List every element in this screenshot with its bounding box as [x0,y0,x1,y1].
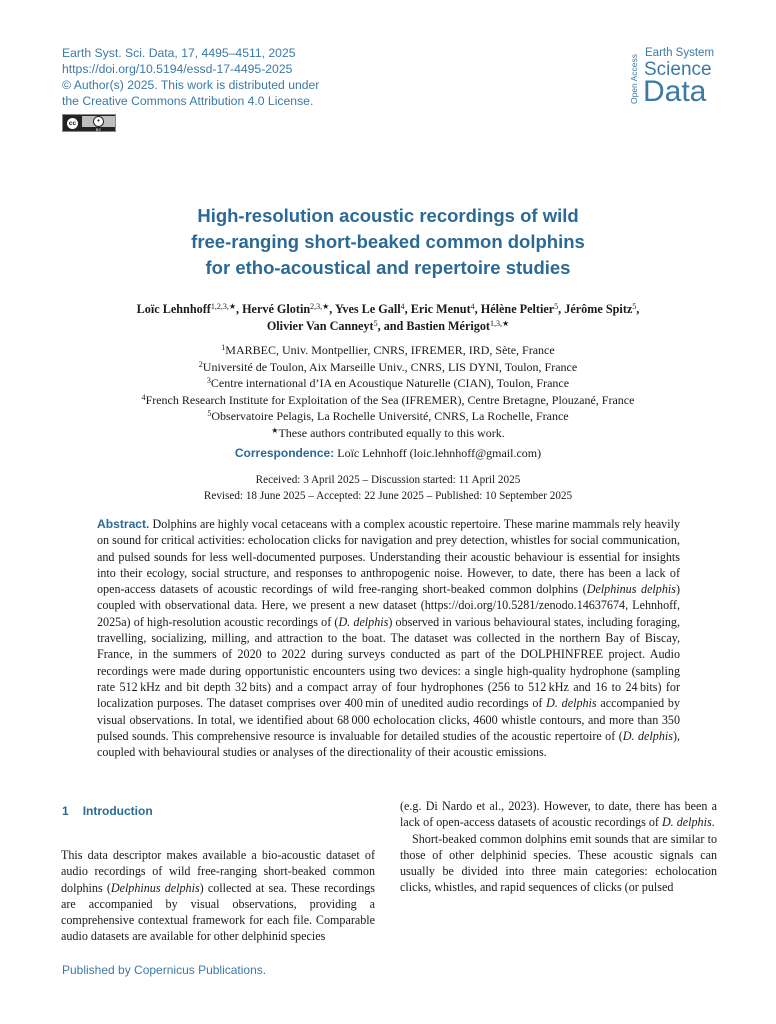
correspondence [0,446,776,461]
affiliation-number: 2 [198,359,203,369]
species-name: D. delphis [338,614,389,629]
author-name: Bastien Mérigot [406,319,490,333]
separator: , [474,302,481,316]
affiliation-text: Observatoire Pelagis, La Rochelle Université, CNRS, La Rochelle, France [211,409,569,424]
author-affiliation-marks: 5 [632,302,637,311]
citation: Earth Syst. Sci. Data, 17, 4495–4511, 2025 [62,46,296,60]
license-link[interactable]: the Creative Commons Attribution 4.0 License. [62,94,314,108]
paper-title [0,203,776,281]
section-title: Introduction [82,804,153,818]
separator: , [404,302,411,316]
title-line: free-ranging short-beaked common dolphins [191,231,585,252]
body-text: This data descriptor makes available a bio-acoustic dataset of audio recordings of wild free-ranging short-beaked common dolphins ( [61,848,375,895]
affiliation-number: 4 [141,392,146,402]
abstract-text: ), coupled with behavioural studies or analyses of the directionality of their acoustic emissions. [97,728,680,760]
copyright: © Author(s) 2025. This work is distributed under [62,78,320,92]
logo-line-3: Data [643,75,707,108]
attribution-person-icon: • [93,116,104,127]
separator: , [558,302,565,316]
author-affiliation-marks: 4 [400,302,405,311]
correspondence-text[interactable]: Loïc Lehnhoff (loic.lehnhoff@gmail.com) [337,446,542,460]
affiliation [0,342,776,359]
affiliation-text: Université de Toulon, Aix Marseille Univ., CNRS, LIS DYNI, Toulon, France [202,359,578,374]
dates-line-1: Received: 3 April 2025 – Discussion started: 11 April 2025 [255,474,521,486]
author-affiliation-marks: 5 [554,302,559,311]
affiliation-text: These authors contributed equally to this work. [278,425,505,440]
abstract-text: ) observed in various behavioural states, including foraging, travelling, socializing, milling, and attraction to the boat. The dataset was collected in the northern Bay of Biscay, France, in the summers of 2020 to 2022 during surveys conducted as part of the DOLPHINFREE project. Audio recordings were made during opportunistic encounters using two devices: a single high-quality hydrophone (sampling rate 512 kHz and bit depth 32 bits) and a compact array of four hydrophones (256 to 512 kHz and 16 to 24 bits) for localization purposes. The dataset comprises over 400 min of unedited audio recordings of [97,614,681,711]
affiliation-list [0,342,776,442]
cc-symbol: cc [66,117,79,130]
body-text: Short-beaked common dolphins emit sounds that are similar to those of other delphinid species. These acoustic signals can usually be divided into three main categories: echolocation clicks, whistles, and rapid sequences of clicks (or pulsed [400,831,717,895]
author-name: Jérôme Spitz [564,302,633,316]
affiliation [0,375,776,392]
abstract-text: ) coupled with observational data. Here, we present a new dataset (https://doi.org/10.5281/zenodo.14637674, Lehnhoff, 2025a) of high-resolution acoustic recordings of ( [97,582,680,629]
author-name: Hervé Glotin [242,302,311,316]
doi-link[interactable]: https://doi.org/10.5194/essd-17-4495-2025 [62,62,293,76]
star-icon: ★ [271,425,279,435]
species-name: D. delphis [622,728,673,743]
separator: , [235,302,243,316]
affiliation-number: 1 [221,343,226,352]
equal-contribution-note [0,425,776,442]
title-line: High-resolution acoustic recordings of wild [197,205,579,226]
author-name: Olivier Van Canneyt [266,319,374,333]
species-name: D. delphis [661,815,712,830]
species-name: D. delphis [546,696,597,711]
journal-citation-block [62,45,319,109]
abstract-text: accompanied by visual observations. In total, we identified about 68 000 echolocation clicks, 4600 whistle contours, and more than 350 pulsed sounds. This comprehensive resource is invaluable for detailed studies of the acoustic repertoire of ( [97,696,681,743]
logo-line-1: Earth System [645,47,715,59]
section-heading [62,804,153,818]
abstract [97,516,680,760]
body-text: . [711,815,715,830]
abstract-label: Abstract. [97,517,150,531]
abstract-text: Dolphins are highly vocal cetaceans with a complex acoustic repertoire. These marine mammals rely heavily on sound for critical activities: echolocation clicks for navigation and prey detection, whistles for social communication, and pulsed sounds for less well-documented purposes. Understanding their acoustic behaviour is essential for insights into their ecology, social structure, and responses to anthropogenic noise. However, to date, there has been a lack of open-access datasets of acoustic recordings of wild free-ranging short-beaked common dolphins ( [97,517,681,597]
author-list [0,301,776,335]
author-name: Hélène Peltier [480,302,555,316]
cc-by-icon[interactable] [62,114,116,132]
separator: , [329,302,335,316]
publisher-footer[interactable]: Published by Copernicus Publications. [62,963,267,977]
author-affiliation-marks: 1,3,★ [490,319,510,328]
title-line: for etho-acoustical and repertoire studies [205,257,571,278]
intro-right-column [400,798,717,896]
author-name: Loïc Lehnhoff [136,302,211,316]
logo-line-2: Science [644,59,712,80]
author-affiliation-marks: 5 [373,319,378,328]
publication-dates [0,472,776,504]
affiliation [0,359,776,376]
affiliation-text: Centre international d’IA en Acoustique Naturelle (CIAN), Toulon, France [210,376,570,391]
affiliation-text: French Research Institute for Exploitation of the Sea (IFREMER), Centre Bretagne, Plouzané, France [145,392,635,407]
affiliation [0,392,776,409]
body-text: (e.g. Di Nardo et al., 2023). However, to date, there has been a lack of open-access datasets of acoustic recordings of [400,799,717,830]
correspondence-label: Correspondence: [234,446,335,460]
open-access-label: Open Access [629,53,639,105]
body-text: ) collected at sea. These recordings are accompanied by visual observations, providing a comprehensive contextual framework for each file. Comparable audio datasets are available for other delphinid species [61,880,375,944]
author-affiliation-marks: 2,3,★ [310,302,330,311]
affiliation [0,408,776,425]
by-label: BY [95,127,102,132]
affiliation-number: 3 [206,376,211,386]
affiliation-text: MARBEC, Univ. Montpellier, CNRS, IFREMER, IRD, Sète, France [225,343,555,357]
author-affiliation-marks: 1,2,3,★ [210,302,236,311]
journal-logo [628,47,738,111]
species-name: Delphinus delphis [110,880,200,895]
intro-left-column [61,847,375,945]
separator: , [636,302,640,316]
separator: , and [377,319,407,333]
section-number: 1 [62,804,69,818]
author-affiliation-marks: 4 [470,302,475,311]
author-name: Yves Le Gall [334,302,401,316]
affiliation-number: 5 [207,409,212,419]
species-name: Delphinus delphis [586,582,676,597]
author-name: Eric Menut [410,302,471,316]
dates-line-2: Revised: 18 June 2025 – Accepted: 22 June 2025 – Published: 10 September 2025 [203,490,573,502]
